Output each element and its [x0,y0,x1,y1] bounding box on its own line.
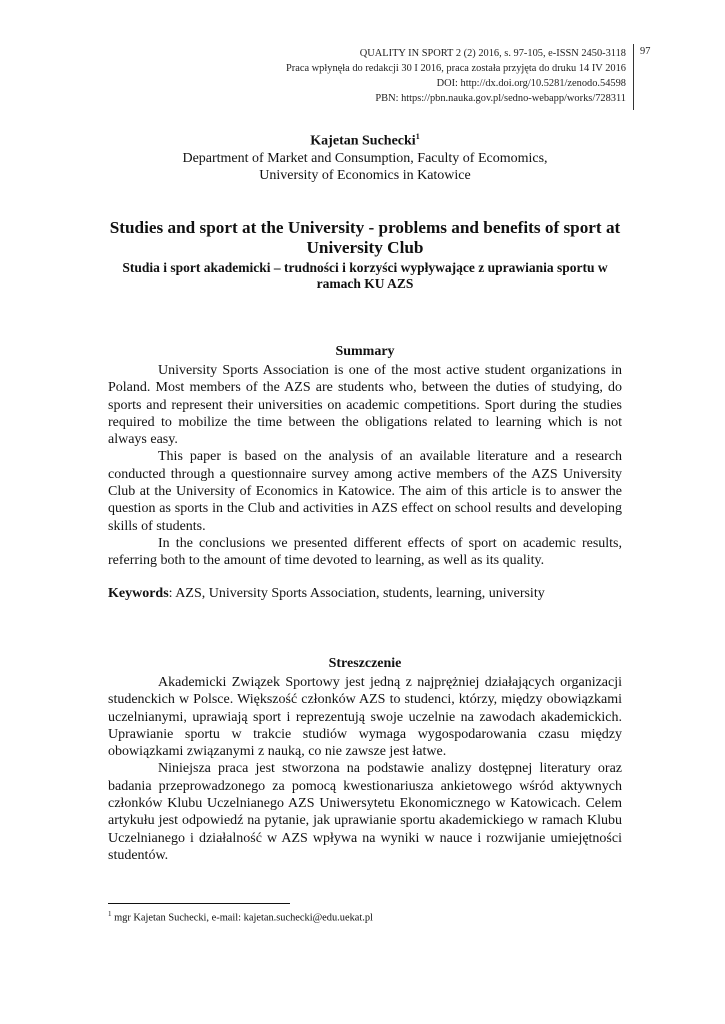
page-number: 97 [640,46,651,57]
header-dates: Praca wpłynęła do redakcji 30 I 2016, praca została przyjęta do druku 14 IV 2016 [286,63,626,74]
footnote-text: mgr Kajetan Suchecki, e-mail: kajetan.suchecki@edu.uekat.pl [111,912,373,924]
footnote-marker: 1 [108,910,112,918]
title-english: Studies and sport at the University - problems and benefits of sport at University Club [109,218,621,257]
summary-heading: Summary [335,344,395,359]
author-affiliation-line1: Department of Market and Consumption, Faculty of Ecomomics, [182,150,548,166]
streszczenie-paragraph: Akademicki Związek Sportowy jest jedną z najprężniej działających organizacji studenckich w Polsce. Większość członków AZS to studenci, którzy, między obowiązkami uczelnianymi, uprawiają sport i reprezentują swoje uczelnie na zawodach akademickich. Uprawianie sportu w trakcie studiów wymaga wygospodarowania czasu między obowiązkami związanymi z nauką, co nie zawsze jest łatwe. [108,675,622,760]
summary-paragraph: This paper is based on the analysis of an available literature and a research conducted through a questionnaire survey among active members of the AZS University Club at the University of Economics in Katowice. The aim of this article is to answer the question as sports in the Club and activities in AZS effect on school results and developing skills of students. [108,449,622,534]
author-affiliation-line2: University of Economics in Katowice [259,167,471,183]
keywords-text: : AZS, University Sports Association, students, learning, university [168,586,545,601]
streszczenie-paragraph: Niniejsza praca jest stworzona na podstawie analizy dostępnej literatury oraz badania przeprowadzonego za pomocą kwestionariusza ankietowego wśród aktywnych członków Klubu Uczelnianego AZS Uniwersytetu Ekonomicznego w Katowicach. Celem artykułu jest odpowiedź na pytanie, jak uprawianie sportu akademickiego w ramach Klubu Uczelnianego i działalność w AZS wpływa na wyniki w nauce i rozwijanie umiejętności studentów. [108,761,622,863]
author-block [108,128,622,184]
streszczenie-heading: Streszczenie [328,656,402,671]
journal-header [120,46,626,106]
summary-body [108,362,622,570]
keywords [108,586,622,602]
summary-paragraph: In the conclusions we presented different effects of sport on academic results, referring both to the amount of time devoted to learning, as well as its quality. [108,535,622,569]
streszczenie-body [108,674,622,864]
author-footnote-marker: 1 [415,132,420,141]
keywords-label: Keywords [108,586,169,601]
header-doi: DOI: http://dx.doi.org/10.5281/zenodo.54598 [436,78,626,89]
header-divider [633,44,634,110]
title-polish: Studia i sport akademicki – trudności i korzyści wypływające z uprawiania sportu w ramach KU AZS [122,260,608,291]
footnote-divider [108,903,290,904]
header-citation: QUALITY IN SPORT 2 (2) 2016, s. 97-105, e-ISSN 2450-3118 [359,48,626,59]
header-pbn: PBN: https://pbn.nauka.gov.pl/sedno-webapp/works/728311 [375,93,626,104]
footnote [108,910,373,923]
author-name: Kajetan Suchecki$^1$ [310,132,420,149]
title-block [100,218,630,292]
summary-paragraph: University Sports Association is one of the most active student organizations in Poland. Most members of the AZS are students who, between the duties of studying, do sports and represent their universities on academic competitions. Sport during the studies required to mobilize the time between the obligations related to learning which is not always easy. [108,363,622,448]
